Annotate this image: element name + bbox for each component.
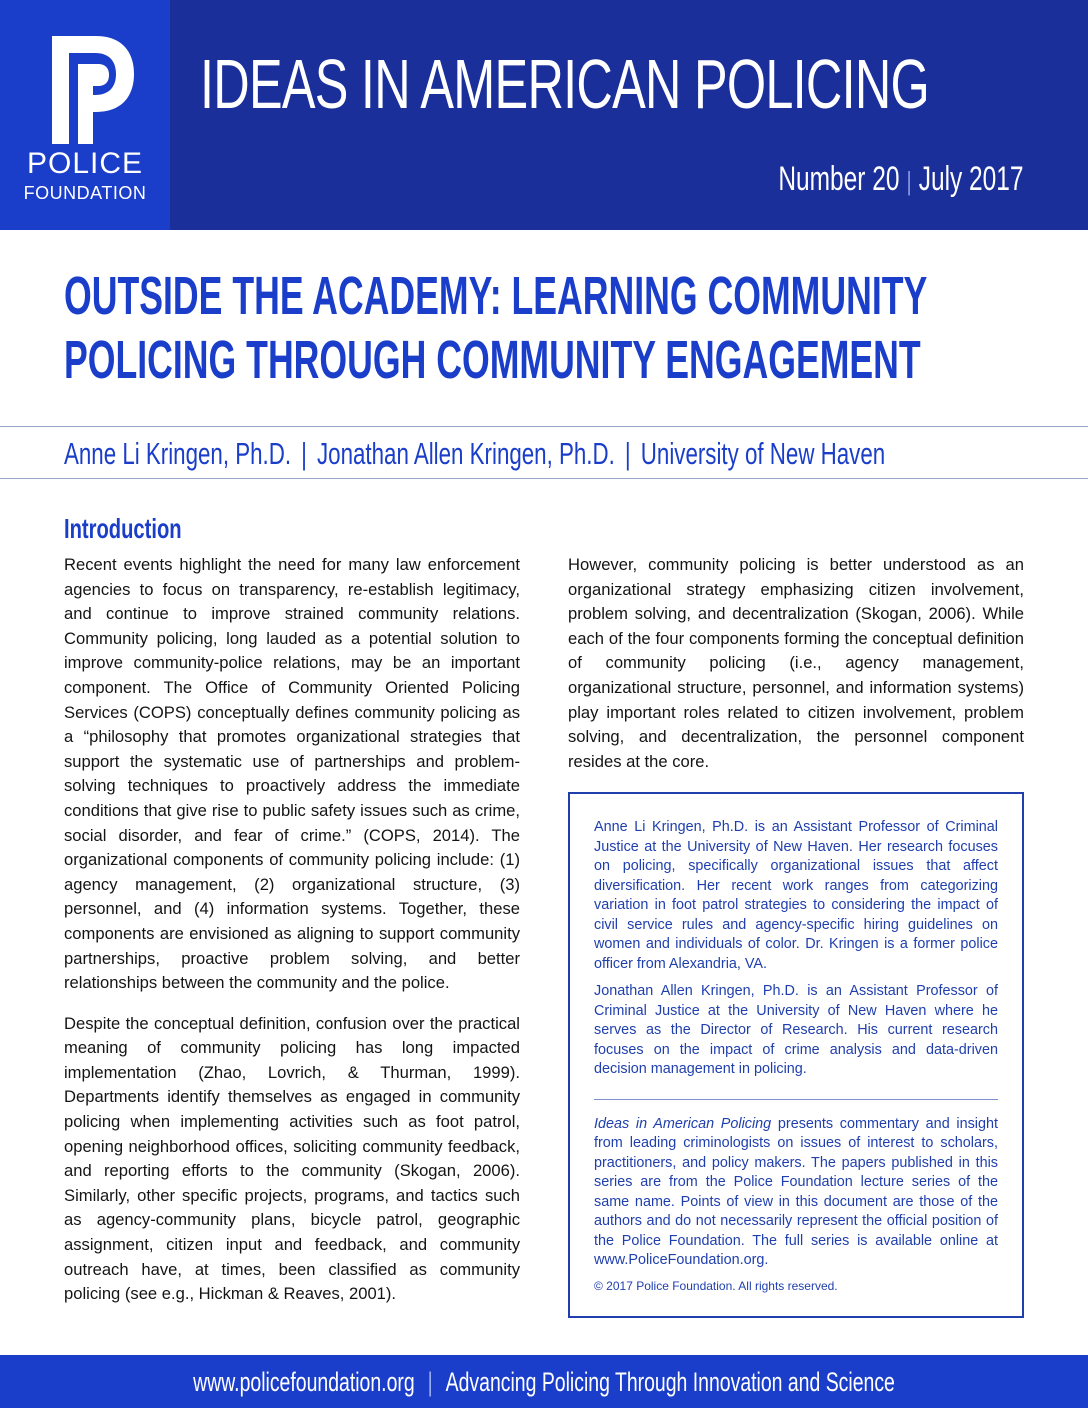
body-paragraph: Recent events highlight the need for many law enforcement agencies to focus on transparency, re-establish legitimacy, and continue to improve strained community relations. Community policing, long lauded as a potential solution to improve community-police relations, may be an important component. The Office of Community Oriented Policing Services (COPS) conceptually defines community policing as a “philosophy that promotes organizational strategies that support the systematic use of partnerships and problem-solving techniques to proactively address the immediate conditions that give rise to public safety issues such as crime, social disorder, and fear of crime.” (COPS, 2014). The organizational components of community policing include: (1) agency management, (2) organizational structure, (3) personnel, and (4) information systems. Together, these components are envisioned as aligning to support community partnerships, proactive problem solving, and better relationships between the community and the police. [64,555,520,993]
series-name: Ideas in American Policing [594,1115,772,1132]
right-column [568,553,1024,774]
body-paragraph: However, community policing is better understood as an organizational strategy emphasizing citizen involvement, problem solving, and decentralization (Skogan, 2006). While each of the four components forming the conceptual definition of community policing (i.e., agency management, organizational structure, personnel, and information systems) play important roles related to citizen involvement, problem solving, and decentralization, the personnel component resides at the core. [568,555,1024,771]
author-1: Anne Li Kringen, Ph.D. [64,436,292,471]
issue-info [779,160,1024,200]
left-column [64,553,520,1307]
footer-separator: | [427,1367,433,1397]
author-affiliation: University of New Haven [640,436,886,471]
author-2: Jonathan Allen Kringen, Ph.D. [317,436,615,471]
logo-word-foundation: FOUNDATION [23,183,147,203]
footer-tagline: Advancing Policing Through Innovation and Science [445,1367,895,1397]
article-title [64,264,988,392]
article-title-line-1: OUTSIDE THE ACADEMY: LEARNING COMMUNITY [64,266,928,326]
author-line [64,434,885,474]
author-bio-2: Jonathan Allen Kringen, Ph.D. is an Assistant Professor of Criminal Justice at the University of New Haven where he serves as the Director of Research. His current research focuses on the impact of crime analysis and data-driven decision management in policing. [594,983,998,1077]
footer-text [152,1367,935,1397]
issue-number: Number 20 [778,160,900,198]
author-separator: | [624,436,631,471]
bio-divider [594,1099,998,1100]
pf-monogram-icon [50,34,136,146]
police-foundation-logo [0,0,170,230]
logo-word-police: POLICE [26,147,144,180]
issue-date: July 2017 [919,160,1024,198]
series-description-text: presents commentary and insight from leading criminologists on issues of interest to scholars, practitioners, and policy makers. The papers published in this series are from the Police Foundation lecture series of the same name. Points of view in this document are those of the authors and do not necessarily represent the official position of the Police Foundation. The full series is available online at www.PoliceFoundation.org. [594,1115,999,1268]
title-divider [0,426,1088,427]
footer-website-link[interactable]: www.policefoundation.org [193,1367,415,1397]
body-paragraph: Despite the conceptual definition, confusion over the practical meaning of community policing has long impacted implementation (Zhao, Lovrich, & Thurman, 1999). Departments identify themselves as engaged in community policing when implementing activities such as foot patrol, opening neighborhood offices, soliciting community feedback, and reporting efforts to the community (Skogan, 2006). Similarly, other specific projects, programs, and tactics such as agency-community plans, bicycle patrol, geographic assignment, citizen input and feedback, and community outreach have, at times, been classified as community policing (see e.g., Hickman & Reaves, 2001). [64,1013,520,1304]
copyright-notice: © 2017 Police Foundation. All rights reserved. [594,1278,838,1293]
series-description [594,1115,998,1271]
authors-divider [0,478,1088,479]
article-title-line-2: POLICING THROUGH COMMUNITY ENGAGEMENT [64,330,921,390]
section-heading-introduction: Introduction [64,513,182,544]
author-separator: | [301,436,307,471]
page-footer [0,1355,1088,1408]
issue-separator: | [907,166,913,196]
masthead [0,0,1088,230]
author-bio-box [568,792,1024,1318]
author-bio-1: Anne Li Kringen, Ph.D. is an Assistant Professor of Criminal Justice at the University of New Haven. Her research focuses on policing, specifically organizational issues that affect diversification. Her recent work ranges from categorizing variation in foot patrol strategies to considering the impact of civil service rules and agency-specific hiring guidelines on women and individuals of color. Dr. Kringen is a former police officer from Alexandria, VA. [594,819,998,972]
series-title: IDEAS IN AMERICAN POLICING [200,45,930,123]
